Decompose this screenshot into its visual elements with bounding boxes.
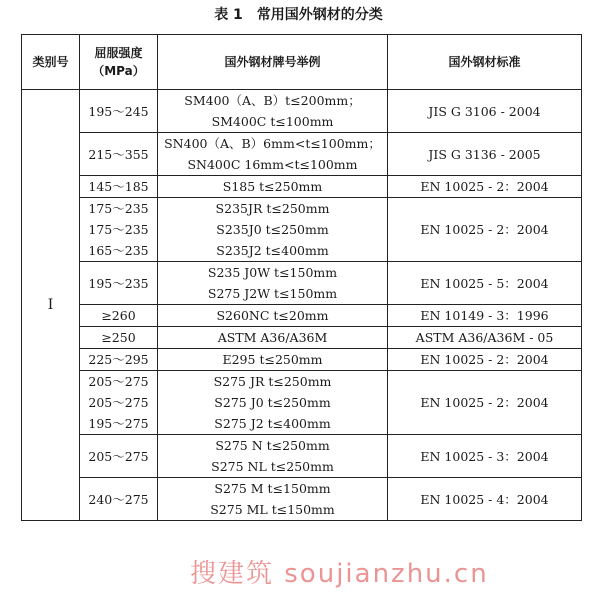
header-yield-strength — [80, 35, 158, 90]
header-yield-unit: （MPa） — [92, 64, 145, 78]
table-row — [22, 176, 582, 198]
header-yield-label: 屈服强度 — [94, 46, 143, 60]
yield-strength-cell-line: 225～295 — [88, 352, 149, 367]
yield-strength-cell-line: ≥260 — [101, 308, 136, 323]
yield-strength-cell-line: 145～185 — [88, 179, 149, 194]
grade-cell — [158, 478, 388, 521]
table-row — [22, 90, 582, 133]
grade-cell-line: S235J0 t≤250mm — [216, 222, 329, 237]
yield-strength-cell — [80, 371, 158, 435]
grade-cell — [158, 90, 388, 133]
grade-cell — [158, 198, 388, 262]
yield-strength-cell — [80, 133, 158, 176]
standard-cell: EN 10025 - 2：2004 — [388, 349, 582, 371]
grade-cell-line: S260NC t≤20mm — [216, 308, 329, 323]
table-row — [22, 305, 582, 327]
grade-cell-line: S275 JR t≤250mm — [213, 374, 332, 389]
yield-strength-cell-line: 205～275 — [88, 395, 149, 410]
grade-cell-line: S275 M t≤150mm — [214, 481, 331, 496]
watermark: 搜建筑 soujianzhu.cn — [190, 559, 489, 589]
yield-strength-cell-line: 165～235 — [88, 243, 149, 258]
table-title — [0, 4, 597, 24]
yield-strength-cell-line: 205～275 — [88, 374, 149, 389]
grade-cell-line: S275 J2W t≤150mm — [207, 286, 338, 301]
standard-cell: EN 10149 - 3：1996 — [388, 305, 582, 327]
standard-cell: EN 10025 - 5：2004 — [388, 262, 582, 305]
table-body — [22, 90, 582, 521]
yield-strength-cell-line: 195～245 — [88, 103, 149, 119]
yield-strength-cell — [80, 349, 158, 371]
yield-strength-cell — [80, 478, 158, 521]
grade-cell-line: S275 N t≤250mm — [215, 438, 330, 453]
header-standard: 国外钢材标准 — [388, 35, 582, 90]
steel-classification-table — [21, 34, 582, 521]
grade-cell-line: S185 t≤250mm — [222, 179, 323, 194]
class-cell: I — [22, 90, 80, 521]
grade-cell-line: S275 J0 t≤250mm — [214, 395, 331, 410]
grade-cell-line: ASTM A36/A36M — [217, 330, 328, 345]
standard-cell: JIS G 3106 - 2004 — [388, 90, 582, 133]
yield-strength-cell — [80, 198, 158, 262]
grade-cell-line: SN400（A、B）6mm<t≤100mm； — [164, 136, 381, 151]
yield-strength-cell-line: ≥250 — [101, 330, 136, 345]
standard-cell: EN 10025 - 2：2004 — [388, 176, 582, 198]
table-caption: 常用国外钢材的分类 — [256, 7, 383, 23]
table-number: 表 1 — [214, 7, 243, 23]
grade-cell — [158, 133, 388, 176]
grade-cell-line: SN400C 16mm<t≤100mm — [187, 157, 358, 172]
table-row — [22, 262, 582, 305]
yield-strength-cell-line: 205～275 — [88, 448, 149, 464]
yield-strength-cell-line: 195～275 — [88, 416, 149, 431]
grade-cell — [158, 371, 388, 435]
header-class: 类别号 — [22, 35, 80, 90]
standard-cell: EN 10025 - 3：2004 — [388, 435, 582, 478]
yield-strength-cell — [80, 327, 158, 349]
yield-strength-cell — [80, 305, 158, 327]
standard-cell: EN 10025 - 2：2004 — [388, 371, 582, 435]
yield-strength-cell — [80, 176, 158, 198]
table-row — [22, 133, 582, 176]
grade-cell-line: S235JR t≤250mm — [215, 201, 330, 216]
yield-strength-cell-line: 215～355 — [88, 146, 149, 162]
grade-cell-line: S235 J0W t≤150mm — [207, 265, 338, 280]
grade-cell — [158, 262, 388, 305]
standard-cell: ASTM A36/A36M - 05 — [388, 327, 582, 349]
header-row — [22, 35, 582, 90]
grade-cell-line: S235J2 t≤400mm — [216, 243, 329, 258]
table-row — [22, 349, 582, 371]
grade-cell-line: SM400C t≤100mm — [211, 114, 334, 129]
table-row — [22, 327, 582, 349]
grade-cell-line: S275 NL t≤250mm — [211, 459, 334, 474]
standard-cell: EN 10025 - 4：2004 — [388, 478, 582, 521]
grade-cell-line: S275 J2 t≤400mm — [214, 416, 331, 431]
table-row — [22, 371, 582, 435]
table-row — [22, 435, 582, 478]
grade-cell — [158, 435, 388, 478]
yield-strength-cell-line: 175～235 — [88, 201, 149, 216]
grade-cell-line: E295 t≤250mm — [222, 352, 323, 367]
standard-cell: JIS G 3136 - 2005 — [388, 133, 582, 176]
table-row — [22, 478, 582, 521]
grade-cell-line: S275 ML t≤150mm — [210, 502, 335, 517]
grade-cell — [158, 305, 388, 327]
standard-cell: EN 10025 - 2：2004 — [388, 198, 582, 262]
grade-cell — [158, 176, 388, 198]
header-grade: 国外钢材牌号举例 — [158, 35, 388, 90]
yield-strength-cell-line: 175～235 — [88, 222, 149, 237]
table-row — [22, 198, 582, 262]
yield-strength-cell-line: 240～275 — [88, 491, 149, 507]
yield-strength-cell — [80, 90, 158, 133]
yield-strength-cell — [80, 435, 158, 478]
grade-cell — [158, 327, 388, 349]
yield-strength-cell-line: 195～235 — [88, 275, 149, 291]
yield-strength-cell — [80, 262, 158, 305]
grade-cell-line: SM400（A、B）t≤200mm； — [184, 93, 361, 108]
grade-cell — [158, 349, 388, 371]
